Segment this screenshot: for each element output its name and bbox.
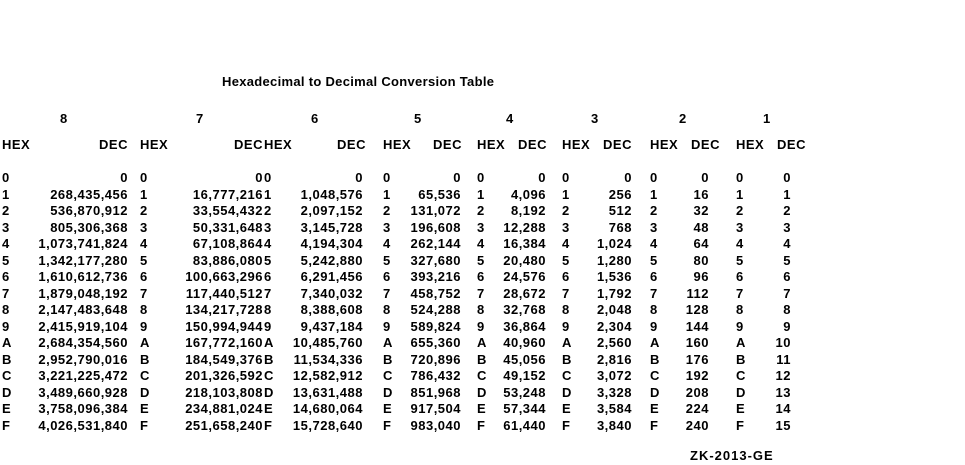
dec-value-cell: 1,280 [596, 252, 632, 268]
hex-digit-cell: 0 [736, 170, 744, 185]
dec-value-cell: 64 [693, 236, 709, 251]
hex-digit-cell: 2 [650, 203, 658, 218]
dec-column-header: DEC [99, 137, 128, 152]
dec-value-cell: 2,816 [596, 351, 632, 367]
dec-value-cell: 9 [783, 318, 791, 334]
dec-value-cell: 6 [783, 269, 791, 284]
dec-value-cell: 218,103,808 [185, 384, 263, 400]
hex-digit-cell: 1 [736, 186, 744, 202]
hex-digit-cell: 8 [264, 302, 272, 317]
hex-digit-cell: C [650, 368, 660, 383]
hex-digit-cell: 8 [383, 302, 391, 317]
hex-digit-cell: 8 [140, 302, 148, 317]
hex-digit-cell: 1 [2, 186, 10, 202]
dec-value-cell: 61,440 [503, 417, 546, 433]
hex-digit-cell: B [140, 351, 150, 367]
position-header: 6 [311, 111, 319, 126]
dec-value-cell: 0 [453, 170, 461, 185]
dec-value-cell: 512 [608, 203, 632, 218]
hex-digit-cell: E [477, 401, 487, 416]
hex-digit-cell: F [477, 417, 486, 433]
dec-value-cell: 1 [783, 186, 791, 202]
hex-digit-cell: 4 [264, 236, 272, 251]
dec-value-cell: 14,680,064 [292, 401, 363, 416]
hex-digit-cell: 5 [477, 252, 485, 268]
hex-digit-cell: 6 [264, 269, 272, 284]
dec-value-cell: 0 [624, 170, 632, 185]
hex-digit-cell: 0 [264, 170, 272, 185]
hex-digit-cell: 1 [264, 186, 272, 202]
hex-digit-cell: A [383, 335, 393, 350]
dec-value-cell: 2,097,152 [300, 203, 363, 218]
hex-digit-cell: 8 [736, 302, 744, 317]
hex-digit-cell: 7 [736, 285, 744, 301]
hex-digit-cell: 3 [562, 219, 570, 235]
dec-column-header: DEC [337, 137, 366, 152]
hex-column-header: HEX [264, 137, 293, 152]
hex-digit-cell: 3 [2, 219, 10, 235]
hex-digit-cell: F [736, 417, 745, 433]
dec-value-cell: 208 [685, 384, 709, 400]
hex-digit-cell: 9 [383, 318, 391, 334]
dec-value-cell: 128 [685, 302, 709, 317]
hex-digit-cell: 5 [650, 252, 658, 268]
dec-value-cell: 3 [783, 219, 791, 235]
hex-digit-cell: 6 [562, 269, 570, 284]
hex-digit-cell: 1 [140, 186, 148, 202]
hex-digit-cell: 1 [477, 186, 485, 202]
hex-digit-cell: A [736, 335, 746, 350]
dec-value-cell: 45,056 [503, 351, 546, 367]
dec-value-cell: 192 [685, 368, 709, 383]
hex-digit-cell: 2 [383, 203, 391, 218]
hex-digit-cell: A [477, 335, 487, 350]
position-header: 8 [60, 111, 68, 126]
dec-value-cell: 2,048 [596, 302, 632, 317]
dec-value-cell: 12 [775, 368, 791, 383]
dec-value-cell: 16,384 [503, 236, 546, 251]
dec-value-cell: 268,435,456 [50, 186, 128, 202]
dec-value-cell: 256 [608, 186, 632, 202]
hex-digit-cell: 3 [736, 219, 744, 235]
hex-digit-cell: A [2, 335, 12, 350]
hex-digit-cell: 1 [650, 186, 658, 202]
hex-digit-cell: 2 [736, 203, 744, 218]
dec-value-cell: 8 [783, 302, 791, 317]
dec-value-cell: 0 [355, 170, 363, 185]
hex-digit-cell: 0 [477, 170, 485, 185]
hex-digit-cell: 4 [383, 236, 391, 251]
dec-value-cell: 2,560 [596, 335, 632, 350]
hex-digit-cell: 1 [562, 186, 570, 202]
hex-digit-cell: 2 [2, 203, 10, 218]
hex-digit-cell: 1 [383, 186, 391, 202]
dec-column-header: DEC [777, 137, 806, 152]
hex-digit-cell: 3 [383, 219, 391, 235]
dec-value-cell: 112 [686, 285, 709, 301]
dec-value-cell: 53,248 [503, 384, 546, 400]
dec-value-cell: 13,631,488 [292, 384, 363, 400]
hex-digit-cell: C [562, 368, 572, 383]
hex-digit-cell: D [2, 384, 12, 400]
dec-value-cell: 851,968 [410, 384, 461, 400]
dec-value-cell: 196,608 [410, 219, 461, 235]
hex-digit-cell: E [264, 401, 274, 416]
hex-digit-cell: F [140, 417, 149, 433]
dec-value-cell: 524,288 [410, 302, 461, 317]
dec-column-header: DEC [518, 137, 547, 152]
hex-digit-cell: 3 [264, 219, 272, 235]
dec-value-cell: 1,048,576 [300, 186, 363, 202]
dec-column-header: DEC [234, 137, 263, 152]
dec-value-cell: 0 [120, 170, 128, 185]
hex-column-header: HEX [477, 137, 506, 152]
dec-value-cell: 458,752 [410, 285, 461, 301]
dec-value-cell: 393,216 [410, 269, 461, 284]
hex-digit-cell: 9 [736, 318, 744, 334]
hex-digit-cell: 7 [264, 285, 272, 301]
hex-digit-cell: 0 [2, 170, 10, 185]
hex-digit-cell: D [562, 384, 572, 400]
hex-digit-cell: F [2, 417, 11, 433]
figure-id: ZK-2013-GE [690, 448, 774, 463]
dec-value-cell: 67,108,864 [192, 236, 263, 251]
dec-value-cell: 57,344 [503, 401, 546, 416]
hex-column-header: HEX [562, 137, 591, 152]
dec-value-cell: 720,896 [410, 351, 461, 367]
dec-value-cell: 49,152 [503, 368, 546, 383]
dec-value-cell: 40,960 [503, 335, 546, 350]
hex-column-header: HEX [140, 137, 169, 152]
dec-value-cell: 240 [685, 417, 709, 433]
hex-digit-cell: 9 [650, 318, 658, 334]
hex-digit-cell: C [477, 368, 487, 383]
hex-digit-cell: 6 [736, 269, 744, 284]
hex-digit-cell: 5 [140, 252, 148, 268]
hex-digit-cell: 0 [140, 170, 148, 185]
hex-digit-cell: F [264, 417, 273, 433]
dec-value-cell: 251,658,240 [185, 417, 263, 433]
dec-column-header: DEC [603, 137, 632, 152]
dec-value-cell: 805,306,368 [50, 219, 128, 235]
dec-value-cell: 983,040 [410, 417, 461, 433]
hex-digit-cell: B [650, 351, 660, 367]
hex-digit-cell: 4 [140, 236, 148, 251]
dec-value-cell: 3,584 [596, 401, 632, 416]
dec-value-cell: 11 [776, 351, 791, 367]
dec-value-cell: 1,536 [596, 269, 632, 284]
dec-value-cell: 3,072 [596, 368, 632, 383]
dec-value-cell: 2,684,354,560 [38, 335, 128, 350]
dec-value-cell: 176 [685, 351, 709, 367]
hex-digit-cell: A [140, 335, 150, 350]
dec-value-cell: 3,489,660,928 [38, 384, 128, 400]
hex-digit-cell: F [562, 417, 571, 433]
dec-value-cell: 134,217,728 [185, 302, 263, 317]
hex-digit-cell: 0 [383, 170, 391, 185]
dec-value-cell: 3,328 [596, 384, 632, 400]
hex-digit-cell: 3 [477, 219, 485, 235]
dec-value-cell: 2,415,919,104 [38, 318, 128, 334]
dec-value-cell: 131,072 [410, 203, 461, 218]
dec-value-cell: 10,485,760 [292, 335, 363, 350]
dec-value-cell: 80 [693, 252, 709, 268]
dec-value-cell: 10 [775, 335, 791, 350]
dec-value-cell: 14 [775, 401, 791, 416]
dec-value-cell: 1,342,177,280 [38, 252, 128, 268]
hex-digit-cell: 2 [562, 203, 570, 218]
hex-digit-cell: 0 [650, 170, 658, 185]
hex-digit-cell: A [264, 335, 274, 350]
hex-column-header: HEX [2, 137, 31, 152]
dec-value-cell: 15 [775, 417, 791, 433]
hex-digit-cell: 9 [2, 318, 10, 334]
hex-digit-cell: B [477, 351, 487, 367]
hex-digit-cell: 9 [477, 318, 485, 334]
dec-column-header: DEC [433, 137, 462, 152]
hex-digit-cell: B [562, 351, 572, 367]
dec-value-cell: 7 [783, 285, 791, 301]
hex-digit-cell: E [736, 401, 746, 416]
dec-value-cell: 2,147,483,648 [38, 302, 128, 317]
dec-value-cell: 2,952,790,016 [38, 351, 128, 367]
dec-value-cell: 1,024 [596, 236, 632, 251]
dec-value-cell: 32,768 [503, 302, 546, 317]
hex-column-header: HEX [383, 137, 412, 152]
hex-digit-cell: 6 [650, 269, 658, 284]
hex-digit-cell: D [736, 384, 746, 400]
hex-digit-cell: 7 [140, 285, 148, 301]
position-header: 4 [506, 111, 514, 126]
dec-value-cell: 8,192 [510, 203, 546, 218]
dec-value-cell: 16 [693, 186, 709, 202]
dec-value-cell: 20,480 [503, 252, 546, 268]
hex-digit-cell: 5 [264, 252, 272, 268]
hex-digit-cell: 4 [477, 236, 485, 251]
hex-column-header: HEX [650, 137, 679, 152]
hex-digit-cell: A [650, 335, 660, 350]
hex-digit-cell: 7 [477, 285, 485, 301]
hex-digit-cell: A [562, 335, 572, 350]
hex-digit-cell: 7 [2, 285, 10, 301]
hex-digit-cell: C [736, 368, 746, 383]
hex-digit-cell: D [264, 384, 274, 400]
dec-value-cell: 768 [608, 219, 632, 235]
hex-digit-cell: F [383, 417, 392, 433]
dec-value-cell: 1,073,741,824 [38, 236, 128, 251]
dec-value-cell: 50,331,648 [192, 219, 263, 235]
hex-digit-cell: 9 [140, 318, 148, 334]
dec-value-cell: 6,291,456 [300, 269, 363, 284]
hex-digit-cell: 9 [562, 318, 570, 334]
hex-digit-cell: 4 [736, 236, 744, 251]
hex-digit-cell: 6 [383, 269, 391, 284]
dec-value-cell: 4,194,304 [300, 236, 363, 251]
dec-value-cell: 655,360 [410, 335, 461, 350]
dec-value-cell: 224 [685, 401, 709, 416]
hex-digit-cell: 6 [477, 269, 485, 284]
dec-value-cell: 65,536 [418, 186, 461, 202]
dec-value-cell: 3,758,096,384 [38, 401, 128, 416]
hex-digit-cell: C [2, 368, 12, 383]
hex-digit-cell: B [383, 351, 393, 367]
dec-value-cell: 15,728,640 [292, 417, 363, 433]
hex-digit-cell: B [736, 351, 746, 367]
table-title: Hexadecimal to Decimal Conversion Table [222, 74, 495, 89]
dec-value-cell: 0 [255, 170, 263, 185]
hex-digit-cell: 2 [477, 203, 485, 218]
hex-digit-cell: D [383, 384, 393, 400]
dec-value-cell: 589,824 [410, 318, 461, 334]
hex-digit-cell: B [264, 351, 274, 367]
dec-value-cell: 8,388,608 [300, 302, 363, 317]
dec-value-cell: 2 [783, 203, 791, 218]
dec-value-cell: 2,304 [596, 318, 632, 334]
dec-value-cell: 262,144 [410, 236, 461, 251]
dec-value-cell: 4,026,531,840 [38, 417, 128, 433]
hex-digit-cell: 4 [650, 236, 658, 251]
dec-value-cell: 144 [685, 318, 709, 334]
hex-digit-cell: 5 [736, 252, 744, 268]
dec-value-cell: 28,672 [503, 285, 546, 301]
position-header: 1 [763, 111, 771, 126]
hex-digit-cell: 8 [477, 302, 485, 317]
dec-value-cell: 536,870,912 [50, 203, 128, 218]
dec-value-cell: 32 [693, 203, 709, 218]
dec-value-cell: 16,777,216 [192, 186, 263, 202]
hex-digit-cell: E [2, 401, 12, 416]
dec-value-cell: 167,772,160 [185, 335, 263, 350]
hex-digit-cell: 4 [2, 236, 10, 251]
hex-digit-cell: D [140, 384, 150, 400]
hex-digit-cell: F [650, 417, 659, 433]
dec-value-cell: 9,437,184 [300, 318, 363, 334]
dec-value-cell: 4 [783, 236, 791, 251]
dec-value-cell: 117,440,512 [185, 285, 263, 301]
hex-digit-cell: 5 [2, 252, 10, 268]
dec-value-cell: 13 [775, 384, 791, 400]
hex-digit-cell: 7 [562, 285, 570, 301]
dec-value-cell: 1,879,048,192 [38, 285, 128, 301]
dec-value-cell: 7,340,032 [300, 285, 363, 301]
hex-digit-cell: 8 [2, 302, 10, 317]
dec-value-cell: 36,864 [503, 318, 546, 334]
position-header: 2 [679, 111, 687, 126]
dec-value-cell: 12,582,912 [292, 368, 363, 383]
hex-digit-cell: E [383, 401, 393, 416]
position-header: 5 [414, 111, 422, 126]
hex-digit-cell: C [264, 368, 274, 383]
dec-value-cell: 83,886,080 [192, 252, 263, 268]
dec-value-cell: 12,288 [503, 219, 546, 235]
hex-digit-cell: 3 [650, 219, 658, 235]
hex-digit-cell: B [2, 351, 12, 367]
dec-value-cell: 150,994,944 [185, 318, 263, 334]
dec-value-cell: 96 [693, 269, 709, 284]
hex-digit-cell: E [650, 401, 660, 416]
dec-value-cell: 201,326,592 [185, 368, 263, 383]
hex-digit-cell: 7 [650, 285, 658, 301]
dec-value-cell: 3,221,225,472 [38, 368, 128, 383]
dec-value-cell: 11,534,336 [293, 351, 363, 367]
hex-digit-cell: 8 [650, 302, 658, 317]
hex-digit-cell: 5 [383, 252, 391, 268]
dec-column-header: DEC [691, 137, 720, 152]
hex-digit-cell: 7 [383, 285, 391, 301]
dec-value-cell: 48 [693, 219, 709, 235]
dec-value-cell: 1,792 [596, 285, 632, 301]
hex-digit-cell: E [140, 401, 150, 416]
hex-digit-cell: 2 [140, 203, 148, 218]
hex-digit-cell: 6 [2, 269, 10, 284]
dec-value-cell: 24,576 [503, 269, 546, 284]
dec-value-cell: 917,504 [410, 401, 461, 416]
dec-value-cell: 0 [783, 170, 791, 185]
hex-digit-cell: 0 [562, 170, 570, 185]
hex-digit-cell: C [383, 368, 393, 383]
hex-digit-cell: 3 [140, 219, 148, 235]
position-header: 7 [196, 111, 204, 126]
hex-digit-cell: E [562, 401, 572, 416]
dec-value-cell: 786,432 [410, 368, 461, 383]
dec-value-cell: 33,554,432 [192, 203, 263, 218]
dec-value-cell: 1,610,612,736 [38, 269, 128, 284]
hex-digit-cell: D [477, 384, 487, 400]
dec-value-cell: 3,145,728 [300, 219, 363, 235]
position-header: 3 [591, 111, 599, 126]
dec-value-cell: 0 [538, 170, 546, 185]
dec-value-cell: 0 [701, 170, 709, 185]
dec-value-cell: 100,663,296 [185, 269, 263, 284]
hex-digit-cell: 9 [264, 318, 272, 334]
dec-value-cell: 234,881,024 [185, 401, 263, 416]
dec-value-cell: 5,242,880 [300, 252, 363, 268]
dec-value-cell: 327,680 [410, 252, 461, 268]
hex-digit-cell: 4 [562, 236, 570, 251]
dec-value-cell: 160 [685, 335, 709, 350]
hex-digit-cell: 6 [140, 269, 148, 284]
dec-value-cell: 3,840 [596, 417, 632, 433]
hex-column-header: HEX [736, 137, 765, 152]
hex-digit-cell: 8 [562, 302, 570, 317]
dec-value-cell: 5 [783, 252, 791, 268]
hex-digit-cell: 2 [264, 203, 272, 218]
dec-value-cell: 4,096 [510, 186, 546, 202]
hex-digit-cell: D [650, 384, 660, 400]
hex-digit-cell: 5 [562, 252, 570, 268]
hex-digit-cell: C [140, 368, 150, 383]
dec-value-cell: 184,549,376 [185, 351, 263, 367]
